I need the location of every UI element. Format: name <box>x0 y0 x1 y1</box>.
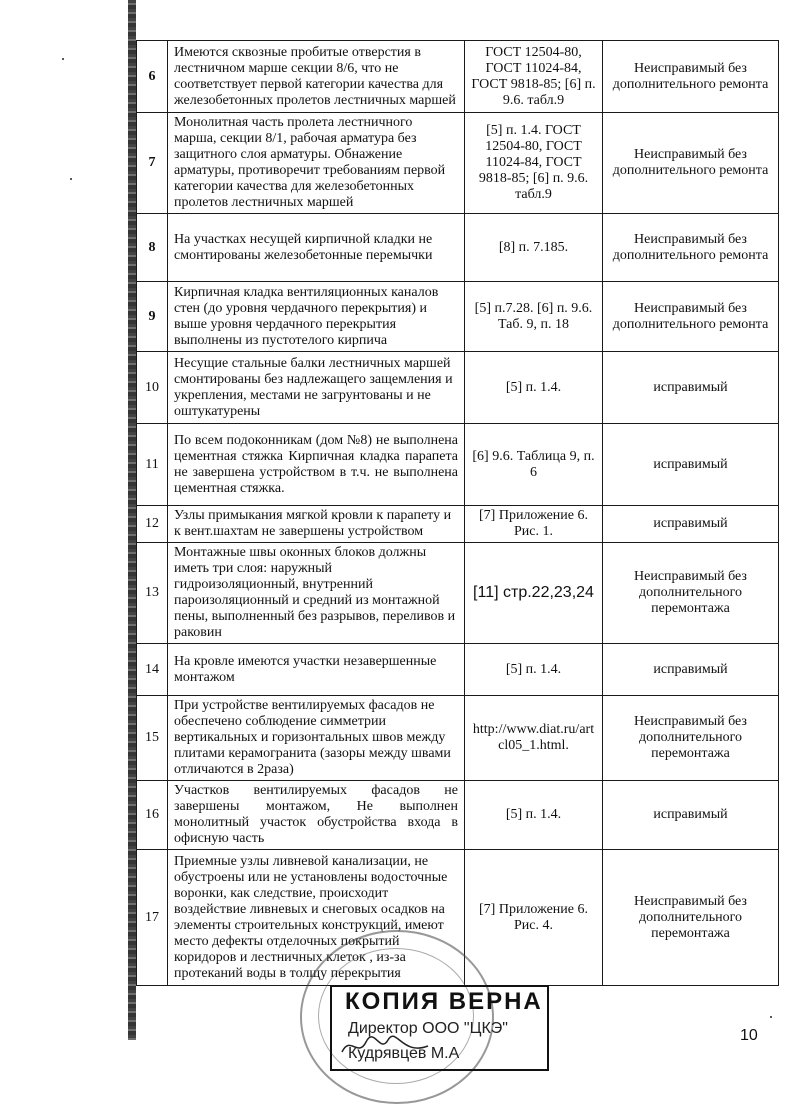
defect-description: По всем подоконникам (дом №8) не выполнена цементная стяжка Кирпичная кладка парапета не завершена устройством в т.ч. не выполнена цементная стяжка. <box>168 424 465 506</box>
table-row <box>137 781 779 850</box>
page-number: 10 <box>740 1027 758 1044</box>
normative-reference: [8] п. 7.185. <box>465 214 603 282</box>
table-row <box>137 696 779 781</box>
defect-status: Неисправимый без дополнительного ремонта <box>603 282 779 352</box>
certification-signer: Кудрявцев М.А <box>348 1045 460 1062</box>
defect-description: Имеются сквозные пробитые отверстия в лестничном марше секции 8/6, что не соответствует первой категории качества для железобетонных пролетов лестничных маршей <box>168 41 465 113</box>
table-row <box>137 543 779 644</box>
defect-status: Неисправимый без дополнительного ремонта <box>603 41 779 113</box>
row-number: 11 <box>137 424 168 506</box>
row-number: 9 <box>137 282 168 352</box>
normative-reference: ГОСТ 12504-80, ГОСТ 11024-84, ГОСТ 9818-85; [6] п. 9.6. табл.9 <box>465 41 603 113</box>
normative-reference: [5] п. 1.4. <box>465 352 603 424</box>
defect-status: Неисправимый без дополнительного ремонта <box>603 214 779 282</box>
defect-status: Неисправимый без дополнительного ремонта <box>603 113 779 214</box>
defect-description: Монтажные швы оконных блоков должны иметь три слоя: наружный гидроизоляционный, внутренний пароизоляционный и средний из монтажной пены, выполненный без разрывов, переливов и раковин <box>168 543 465 644</box>
defect-status: исправимый <box>603 644 779 696</box>
handwritten-signature <box>340 1030 430 1060</box>
normative-reference: [5] п.7.28. [6] п. 9.6. Таб. 9, п. 18 <box>465 282 603 352</box>
row-number: 12 <box>137 506 168 543</box>
defect-status: исправимый <box>603 506 779 543</box>
table-row <box>137 41 779 113</box>
certification-title: КОПИЯ ВЕРНА <box>345 988 543 1015</box>
normative-reference: [5] п. 1.4. <box>465 781 603 850</box>
certification-position: Директор ООО "ЦКЭ" <box>348 1020 508 1037</box>
table-row <box>137 282 779 352</box>
row-number: 16 <box>137 781 168 850</box>
defect-description: Узлы примыкания мягкой кровли к парапету и к вент.шахтам не завершены устройством <box>168 506 465 543</box>
normative-reference: [6] 9.6. Таблица 9, п. 6 <box>465 424 603 506</box>
row-number: 15 <box>137 696 168 781</box>
normative-reference: http://www.diat.ru/artcl05_1.html. <box>465 696 603 781</box>
normative-reference: [11] стр.22,23,24 <box>465 543 603 644</box>
scan-margin-shadow <box>128 0 136 1040</box>
defect-description: Монолитная часть пролета лестничного марша, секции 8/1, рабочая арматура без защитного слоя арматуры. Обнажение арматуры, противоречит требованиям первой категории качества для железобетонных пролетов лестничных маршей <box>168 113 465 214</box>
defect-description: При устройстве вентилируемых фасадов не обеспечено соблюдение симметрии вертикальных и горизонтальных швов между плитами керамогранита (зазоры между швами отличаются в 2раза) <box>168 696 465 781</box>
table-row <box>137 506 779 543</box>
row-number: 10 <box>137 352 168 424</box>
defect-status: Неисправимый без дополнительного перемонтажа <box>603 696 779 781</box>
scan-speck <box>70 178 72 180</box>
normative-reference: [5] п. 1.4. <box>465 644 603 696</box>
scan-speck <box>62 58 64 60</box>
defects-table <box>136 40 779 986</box>
defect-description: Приемные узлы ливневой канализации, не обустроены или не установлены водосточные воронки, как следствие, происходит воздействие ливневых и снеговых осадков на элементы строительных конструкций, имеют место дефекты отделочных покрытий коридоров и лестничных клеток , из-за протеканий воды в толщу перекрытия <box>168 850 465 986</box>
defect-description: Несущие стальные балки лестничных маршей смонтированы без надлежащего защемления и укрепления, местами не загрунтованы и не оштукатурены <box>168 352 465 424</box>
defect-status: исправимый <box>603 352 779 424</box>
table-row <box>137 214 779 282</box>
defect-status: Неисправимый без дополнительного перемонтажа <box>603 850 779 986</box>
defect-status: Неисправимый без дополнительного перемонтажа <box>603 543 779 644</box>
normative-reference: [7] Приложение 6. Рис. 4. <box>465 850 603 986</box>
row-number: 17 <box>137 850 168 986</box>
table-row <box>137 113 779 214</box>
normative-reference: [7] Приложение 6. Рис. 1. <box>465 506 603 543</box>
defect-description: Кирпичная кладка вентиляционных каналов стен (до уровня чердачного перекрытия) и выше уровня чердачного перекрытия выполнены из пустотелого кирпича <box>168 282 465 352</box>
defect-description: На кровле имеются участки незавершенные монтажом <box>168 644 465 696</box>
defect-description: Участков вентилируемых фасадов не завершены монтажом, Не выполнен монолитный участок обустройства входа в офисную часть <box>168 781 465 850</box>
row-number: 8 <box>137 214 168 282</box>
normative-reference: [5] п. 1.4. ГОСТ 12504-80, ГОСТ 11024-84, ГОСТ 9818-85; [6] п. 9.6. табл.9 <box>465 113 603 214</box>
defect-status: исправимый <box>603 781 779 850</box>
table-row <box>137 644 779 696</box>
scan-speck <box>770 1016 772 1018</box>
row-number: 7 <box>137 113 168 214</box>
defect-description: На участках несущей кирпичной кладки не смонтированы железобетонные перемычки <box>168 214 465 282</box>
defects-table-page <box>136 40 778 981</box>
row-number: 13 <box>137 543 168 644</box>
table-row <box>137 424 779 506</box>
row-number: 14 <box>137 644 168 696</box>
defect-status: исправимый <box>603 424 779 506</box>
row-number: 6 <box>137 41 168 113</box>
table-row <box>137 352 779 424</box>
